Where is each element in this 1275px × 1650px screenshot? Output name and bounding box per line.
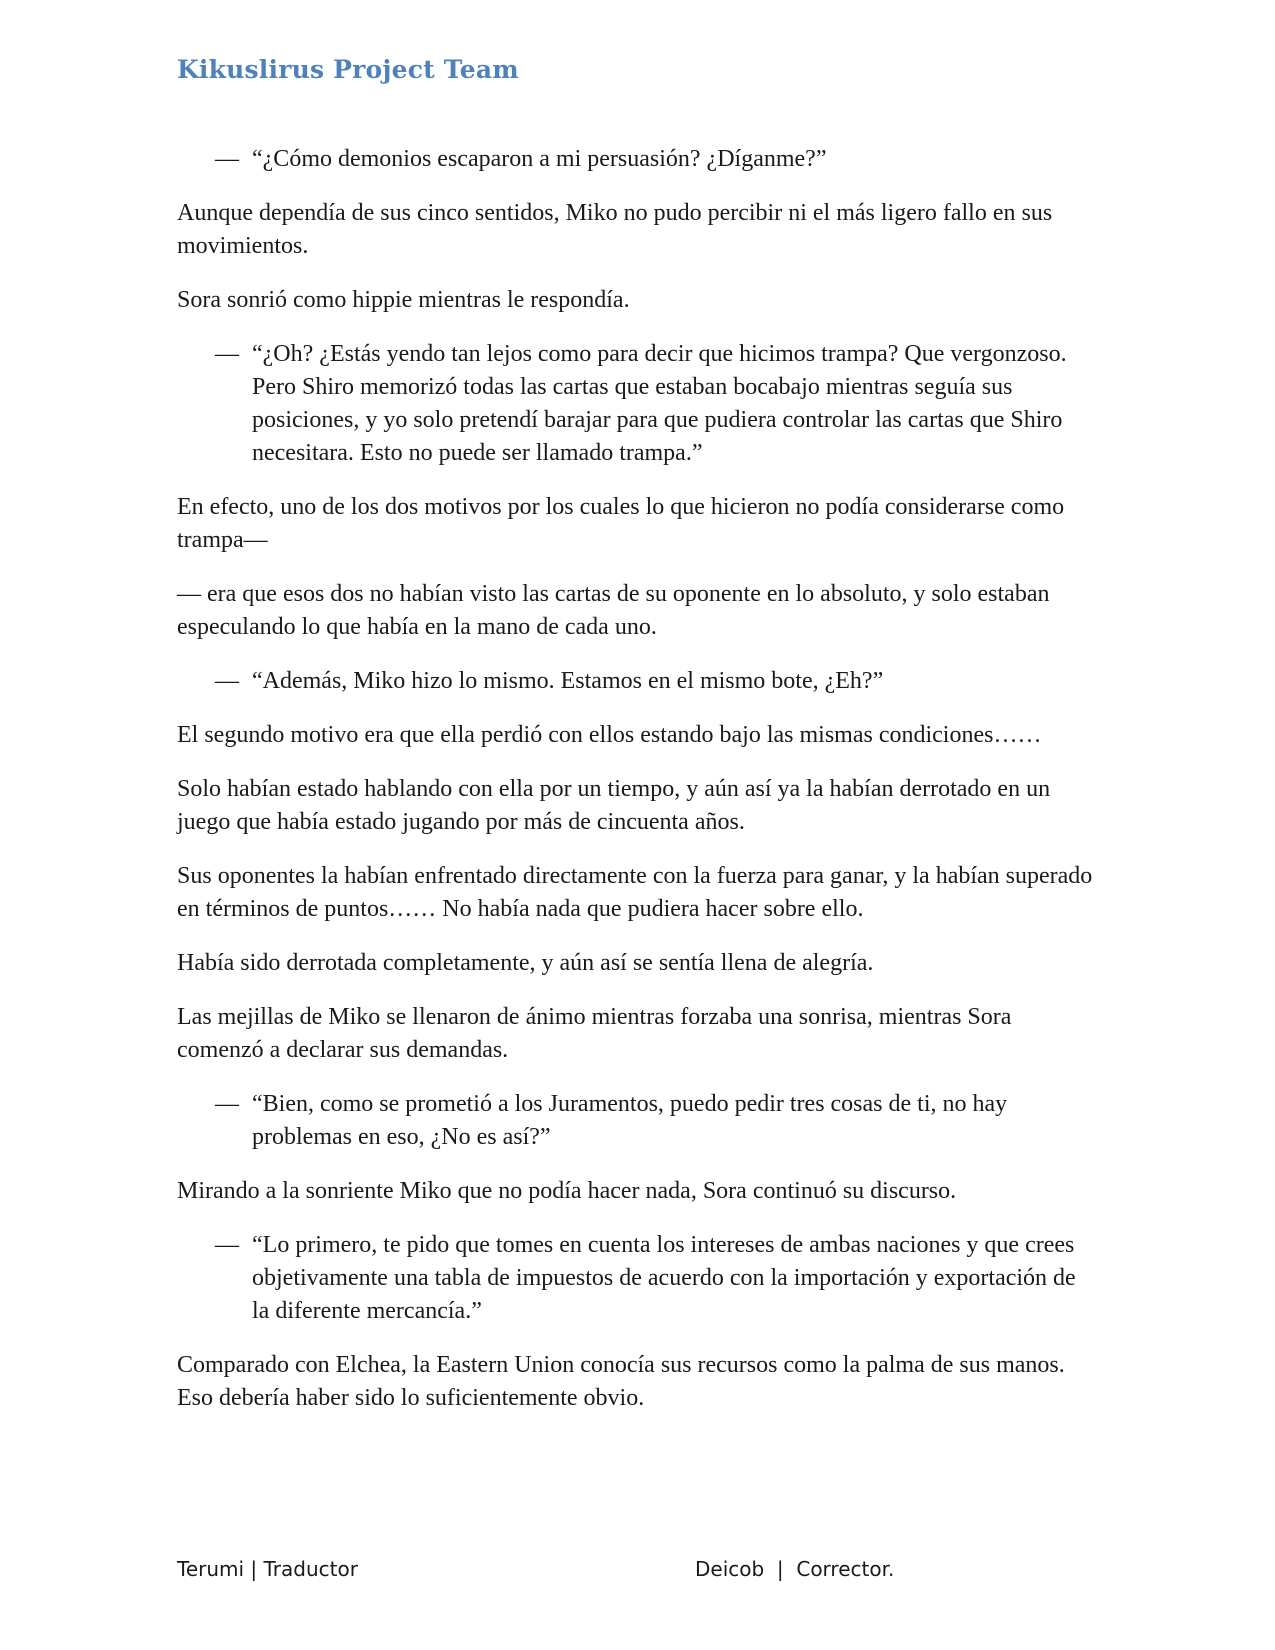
paragraph: Las mejillas de Miko se llenaron de ánimo mientras forzaba una sonrisa, mientras Sora comenzó a declarar sus demandas. [177, 1004, 1012, 1063]
dialogue-text: “¿Oh? ¿Estás yendo tan lejos como para decir que hicimos trampa? Que vergonzoso. Pero Shiro memorizó todas las cartas que estaban bocabajo mientras seguía sus posiciones, y yo solo pretendí barajar para que pudiera controlar las cartas que Shiro necesitara. Esto no puede ser llamado trampa.” [252, 341, 1067, 466]
paragraph: Sora sonrió como hippie mientras le respondía. [177, 287, 630, 313]
dialogue-text: “¿Cómo demonios escaparon a mi persuasión? ¿Díganme?” [252, 146, 827, 172]
paragraph: En efecto, uno de los dos motivos por los cuales lo que hicieron no podía considerarse como trampa— [177, 494, 1065, 553]
dialogue-dash: — [215, 146, 239, 172]
dialogue-line [177, 665, 1097, 698]
dialogue-dash: — [215, 1091, 239, 1117]
paragraph: Comparado con Elchea, la Eastern Union conocía sus recursos como la palma de sus manos. Eso debería haber sido lo suficientemente obvio. [177, 1352, 1065, 1411]
paragraph: Sus oponentes la habían enfrentado directamente con la fuerza para ganar, y la habían superado en términos de puntos…… No había nada que pudiera hacer sobre ello. [177, 863, 1093, 922]
paragraph: El segundo motivo era que ella perdió con ellos estando bajo las mismas condiciones…… [177, 722, 1042, 748]
footer-translator: Terumi | Traductor [177, 1557, 358, 1581]
dialogue-line [177, 143, 1097, 176]
dialogue-text: “Bien, como se prometió a los Juramentos, puedo pedir tres cosas de ti, no hay problemas en eso, ¿No es así?” [252, 1091, 1008, 1150]
dialogue-line [177, 1229, 1097, 1328]
dialogue-text: “Lo primero, te pido que tomes en cuenta los intereses de ambas naciones y que crees objetivamente una tabla de impuestos de acuerdo con la importación y exportación de la diferente mercancía.” [252, 1232, 1076, 1324]
dialogue-line [177, 1088, 1097, 1154]
paragraph: — era que esos dos no habían visto las cartas de su oponente en lo absoluto, y solo estaban especulando lo que había en la mano de cada uno. [177, 581, 1050, 640]
document-body [177, 143, 1097, 1436]
paragraph: Solo habían estado hablando con ella por un tiempo, y aún así ya la habían derrotado en un juego que había estado jugando por más de cincuenta años. [177, 776, 1051, 835]
paragraph: Había sido derrotada completamente, y aún así se sentía llena de alegría. [177, 950, 874, 976]
paragraph: Mirando a la sonriente Miko que no podía hacer nada, Sora continuó su discurso. [177, 1178, 957, 1204]
dialogue-line [177, 338, 1097, 470]
dialogue-dash: — [215, 341, 239, 367]
paragraph: Aunque dependía de sus cinco sentidos, Miko no pudo percibir ni el más ligero fallo en sus movimientos. [177, 200, 1053, 259]
header-title: Kikuslirus Project Team [177, 55, 519, 84]
dialogue-dash: — [215, 1232, 239, 1258]
footer-corrector: Deicob | Corrector. [695, 1557, 895, 1581]
dialogue-dash: — [215, 668, 239, 694]
dialogue-text: “Además, Miko hizo lo mismo. Estamos en el mismo bote, ¿Eh?” [252, 668, 884, 694]
